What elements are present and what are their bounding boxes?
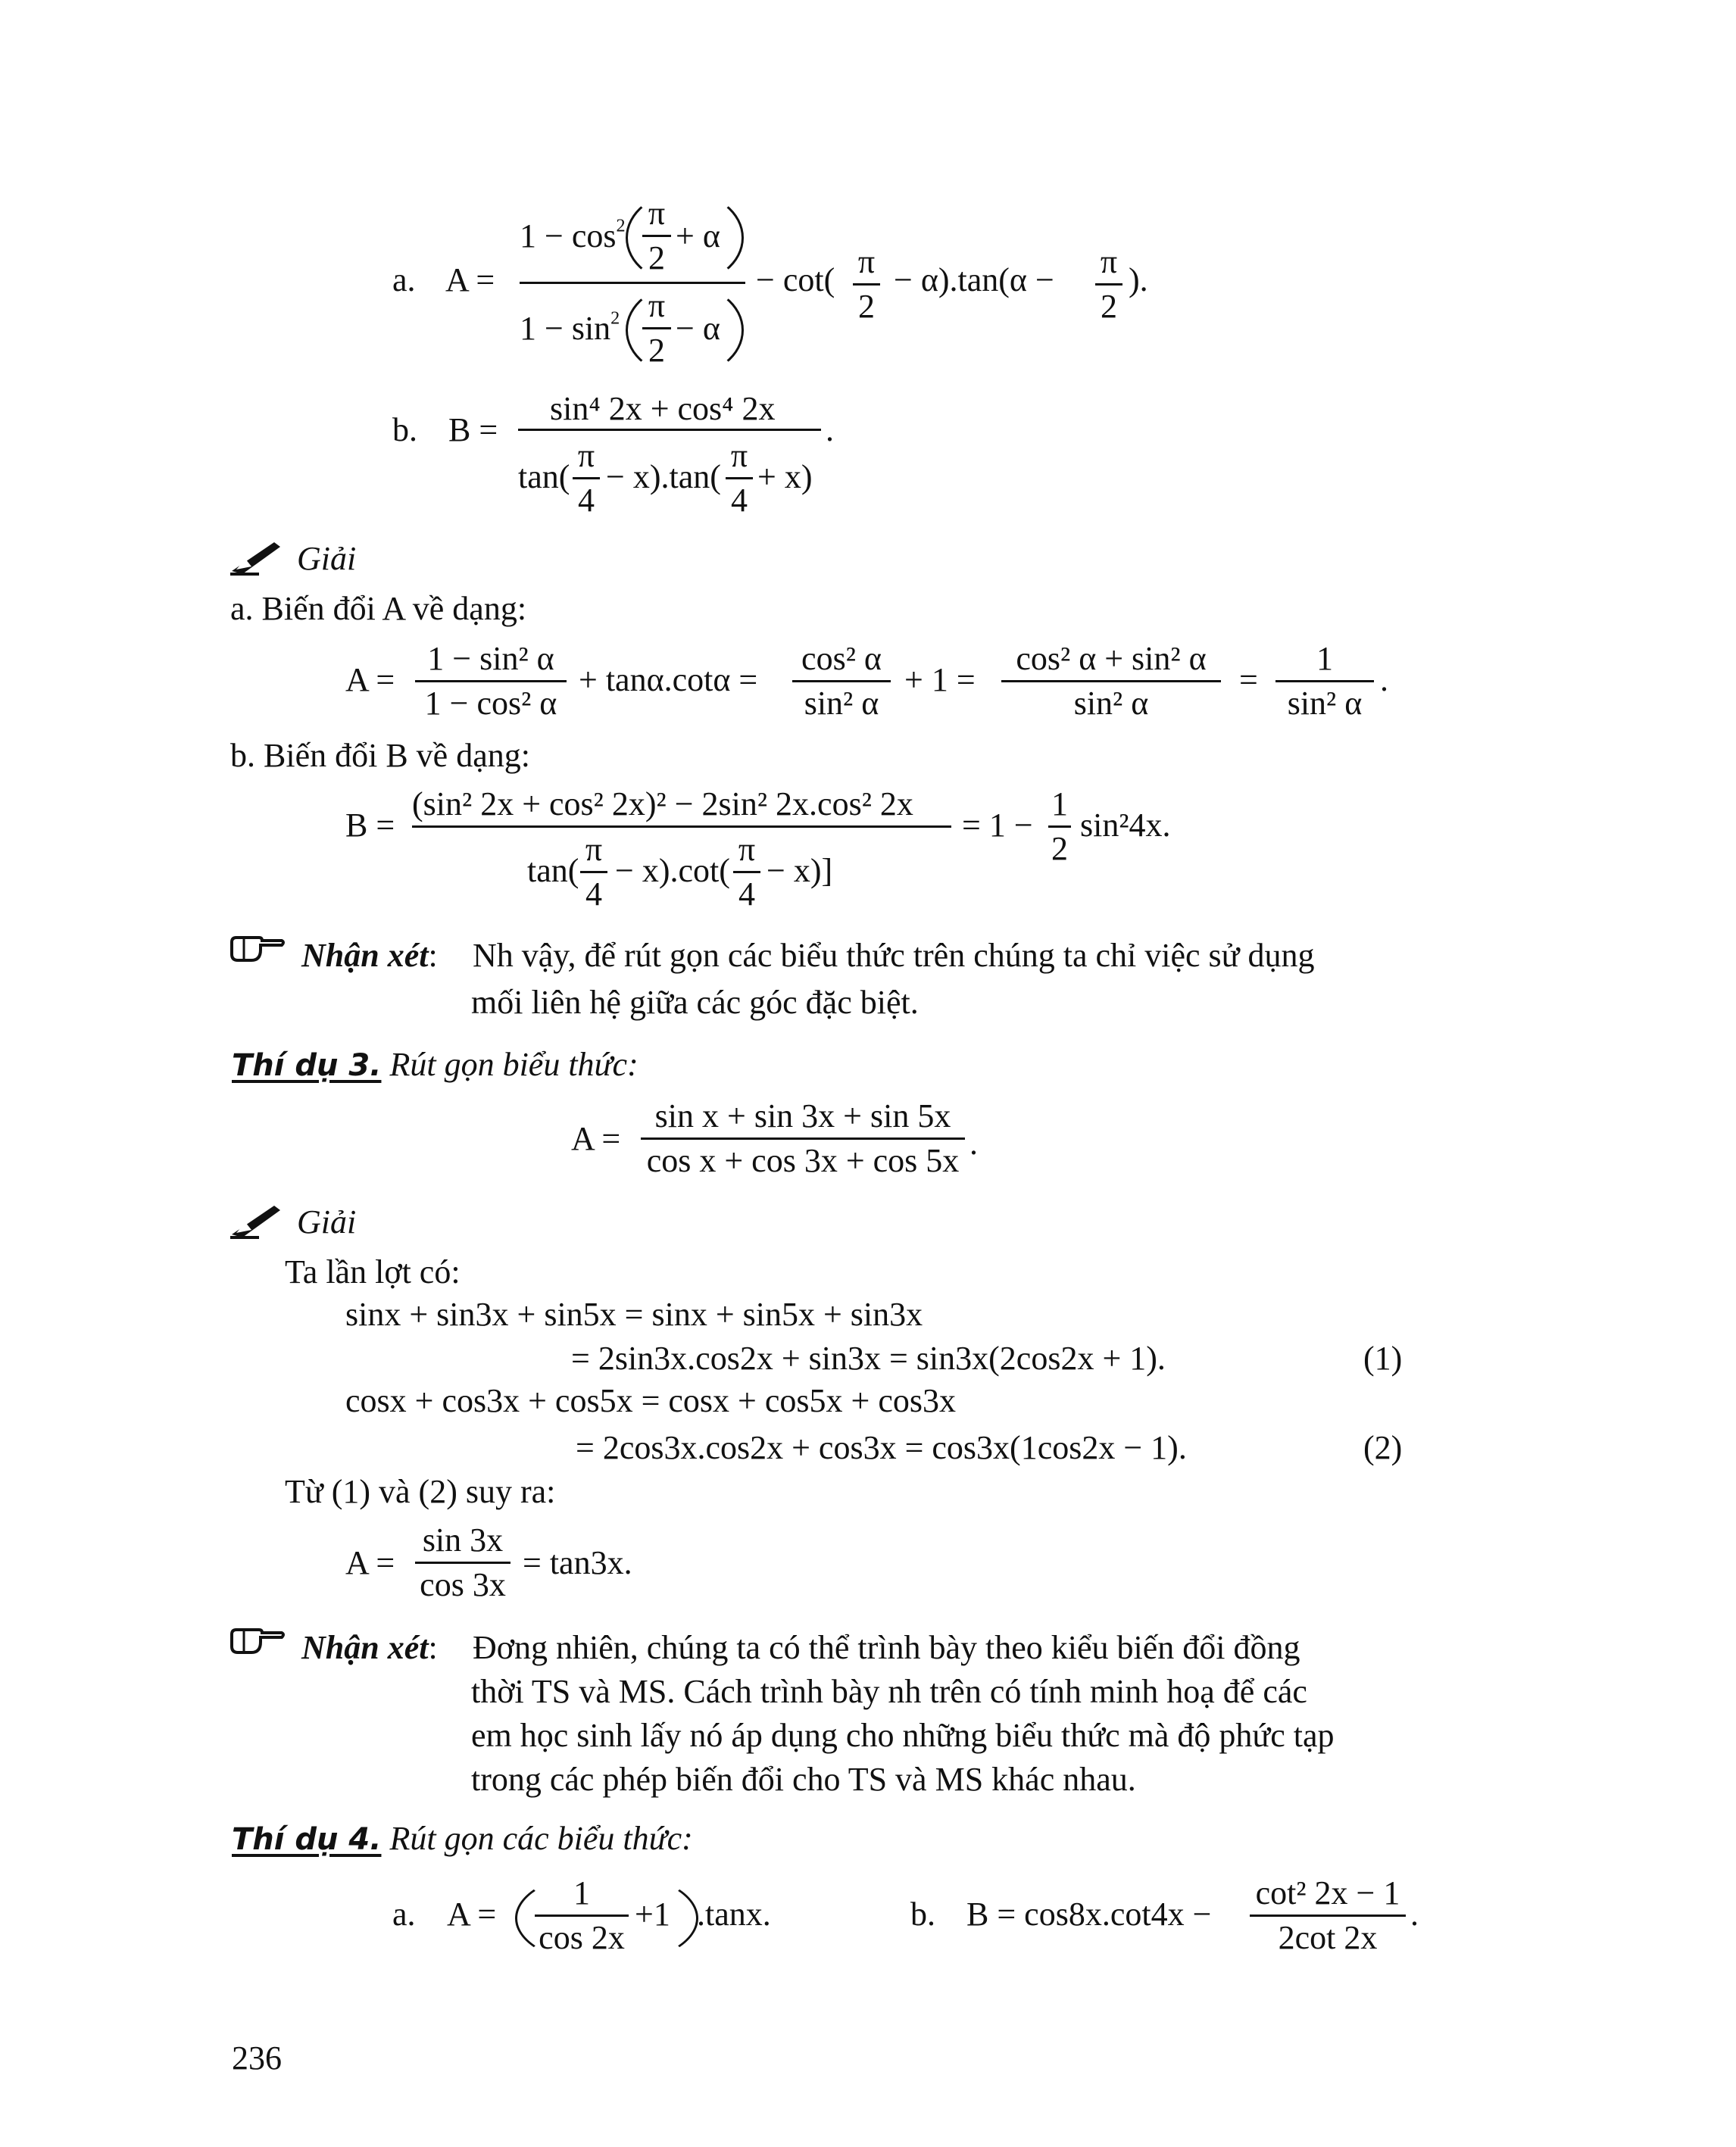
remark1-line2: mối liên hệ giữa các góc đặc biệt. [471,984,919,1021]
ex4-a-tail: .tanx. [697,1896,771,1933]
item-a-label: a. [392,261,416,298]
b-eq: B = [448,411,498,448]
s1-period: . [1380,661,1388,698]
pen-hand-icon-2 [229,1200,283,1239]
a-den-pi-frac: π 2 [642,289,671,367]
remark2-line3: em học sinh lấy nó áp dụng cho những biểu thức mà độ phức tạp [471,1717,1335,1754]
s2-line-2: = 2sin3x.cos2x + sin3x = sin3x(2cos2x + 1). [571,1340,1166,1377]
s2-from: Từ (1) và (2) suy ra: [285,1473,556,1510]
s2-intro: Ta lần lợt có: [285,1253,461,1290]
s1-frac-3: cos² α + sin² α sin² α [1001,642,1221,720]
a-tail-1: − cot( [756,261,835,298]
example3-heading: Thí dụ 3. Rút gọn biểu thức: [232,1046,639,1083]
s1-mid-2: + 1 = [904,661,976,698]
s1-mid-1: + tanα.cotα = [579,661,758,698]
remark2-line4: trong các phép biến đổi cho TS và MS khác nhau. [471,1761,1136,1798]
pointing-hand-icon-2 [230,1625,285,1654]
s1-g1-bar [412,825,951,828]
s2-result-tail: = tan3x. [523,1544,632,1581]
a-tail-3: ). [1129,261,1148,298]
b-den-2: − x).tan( [606,458,721,495]
ex4-a-frac: 1 cos 2x [535,1877,629,1955]
b-num: sin⁴ 2x + cos⁴ 2x [550,390,776,427]
remark2-line1: Đơng nhiên, chúng ta có thể trình bày theo kiểu biến đổi đồng [473,1629,1300,1666]
s1-g1-den-2: − x).cot( [615,852,730,889]
remark2-line2: thời TS và MS. Cách trình bày nh trên có tính minh hoạ để các [471,1673,1307,1710]
b-den-frac-2: π 4 [726,439,753,517]
s1-frac-4: 1 sin² α [1275,642,1374,720]
b-den-frac-1: π 4 [573,439,600,517]
solution1-b-line: b. Biến đổi B về dạng: [230,737,530,774]
s1-result-2: sin²4x. [1080,807,1171,844]
s1-frac-1: 1 − sin² α 1 − cos² α [415,642,567,720]
ex4-a-plus: +1 [635,1896,670,1933]
solution-title-2: Giải [297,1203,357,1240]
s1-g1-den-frac-1: π 4 [580,833,607,911]
a-main-bar [520,282,745,284]
a-den-minus-alpha: − α [676,310,720,347]
pen-hand-icon [229,536,283,576]
s1-eq: = [1239,661,1258,698]
item-b-label: b. [392,411,417,448]
s1-g1-den-frac-2: π 4 [733,833,760,911]
page-number: 236 [232,2039,282,2077]
s2-result-frac: sin 3x cos 3x [415,1524,510,1602]
solution1-a-line: a. Biến đổi A về dạng: [230,590,527,627]
a-tail-2: − α).tan(α − [894,261,1054,298]
s2-line-1: sinx + sin3x + sin5x = sinx + sin5x + sin3x [345,1296,923,1333]
a-num-plus-alpha: + α [676,217,720,254]
s1-A-eq: A = [345,661,395,698]
a-tail-frac-1: π 2 [853,245,880,323]
ex4-b-expr: B = cos8x.cot4x − [966,1896,1212,1933]
ex4-a-label: a. [392,1896,416,1933]
pointing-hand-icon [230,933,285,962]
s2-tag-2: (2) [1363,1429,1403,1466]
b-main-bar [518,429,821,431]
remark1-line1: Nh vậy, để rút gọn các biểu thức trên chúng ta chỉ việc sử dụng [473,937,1315,974]
s2-tag-1: (1) [1363,1340,1403,1377]
s1-frac-2: cos² α sin² α [792,642,891,720]
a-tail-frac-2: π 2 [1095,245,1122,323]
s2-line-3: cosx + cos3x + cos5x = cosx + cos5x + cos3x [345,1382,956,1419]
b-den-3: + x) [757,458,813,495]
ex3-A-eq: A = [571,1120,621,1157]
ex4-A-eq: A = [447,1896,497,1933]
s2-A-eq: A = [345,1544,395,1581]
remark2-label: Nhận xét: [301,1629,438,1666]
a-den-prefix: $1 - \sin^2$ [520,307,620,347]
b-period: . [826,411,834,448]
a-eq: A = [445,261,495,298]
ex4-b-frac: cot² 2x − 1 2cot 2x [1250,1877,1406,1955]
remark1-label: Nhận xét: [301,937,438,974]
s2-line-4: = 2cos3x.cos2x + cos3x = cos3x(1cos2x − 1). [576,1429,1187,1466]
ex3-period: . [969,1125,978,1162]
s1-half-frac: 1 2 [1048,788,1071,866]
s1-result-1: = 1 − [962,807,1033,844]
s1-g1-den-3: − x)] [767,852,833,889]
b-den-1: tan( [518,458,570,495]
s1-g1-den-1: tan( [527,852,579,889]
s1-g1-num: (sin² 2x + cos² 2x)² − 2sin² 2x.cos² 2x [412,785,913,822]
solution-title-1: Giải [297,540,357,577]
ex3-frac: sin x + sin 3x + sin 5x cos x + cos 3x + cos 5x [641,1100,965,1178]
a-num-pi-frac: π 2 [642,197,671,275]
s1-B-eq: B = [345,807,395,844]
example4-heading: Thí dụ 4. Rút gọn các biểu thức: [232,1820,693,1857]
ex4-b-period: . [1410,1896,1419,1933]
ex4-b-label: b. [910,1896,935,1933]
a-num-prefix: $1 - \cos^2$ [520,215,626,254]
